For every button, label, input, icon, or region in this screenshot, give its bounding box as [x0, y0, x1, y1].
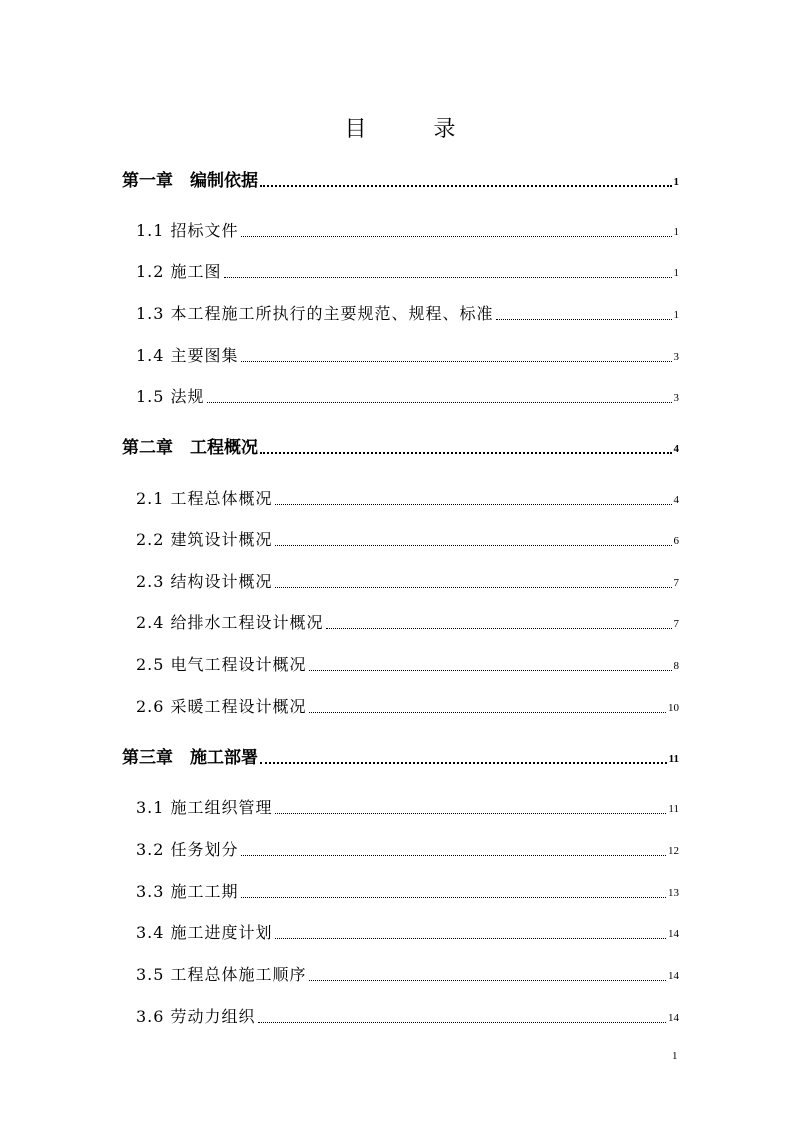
toc-dot-leader: [275, 544, 672, 546]
toc-entry-label: 2.5 电气工程设计概况: [136, 655, 307, 674]
toc-title: [0, 112, 800, 143]
toc-entry-label: 2.2 建筑设计概况: [136, 530, 273, 549]
toc-entry-page: 7: [673, 618, 679, 630]
toc-section-entry[interactable]: [0, 256, 800, 282]
toc-entry-label: 3.4 施工进度计划: [136, 923, 273, 942]
toc-section-entry[interactable]: [0, 483, 800, 509]
toc-entry-page: 1: [673, 309, 679, 321]
toc-section-entry[interactable]: [0, 607, 800, 633]
toc-entry-page: 4: [673, 494, 679, 506]
toc-entry-page: 11: [668, 803, 679, 815]
toc-entry-label: 2.4 给排水工程设计概况: [136, 613, 324, 632]
toc-entry-page: 3: [673, 392, 679, 404]
toc-entry-label: 2.3 结构设计概况: [136, 572, 273, 591]
toc-entry-page: 1: [673, 176, 679, 188]
toc-section-entry[interactable]: [0, 381, 800, 407]
toc-entry-page: 11: [668, 753, 679, 765]
toc-dot-leader: [309, 669, 672, 671]
toc-entry-page: 13: [668, 887, 679, 899]
toc-section-entry[interactable]: [0, 691, 800, 717]
toc-entry-page: 7: [673, 577, 679, 589]
toc-entry-label: 3.3 施工工期: [136, 882, 239, 901]
toc-section-entry[interactable]: [0, 1001, 800, 1027]
toc-entry-label: 3.6 劳动力组织: [136, 1007, 256, 1026]
toc-chapter-entry[interactable]: [0, 742, 800, 768]
toc-section-entry[interactable]: [0, 215, 800, 241]
toc-dot-leader: [258, 1021, 666, 1023]
toc-dot-leader: [260, 451, 672, 454]
toc-entry-label: 3.5 工程总体施工顺序: [136, 965, 307, 984]
toc-dot-leader: [275, 937, 666, 939]
toc-title-char-1: 目: [344, 117, 367, 142]
toc-entry-label: 1.5 法规: [136, 387, 205, 406]
toc-section-entry[interactable]: [0, 792, 800, 818]
toc-section-entry[interactable]: [0, 566, 800, 592]
toc-entry-label: 第二章 工程概况: [122, 438, 258, 458]
toc-dot-leader: [224, 276, 672, 278]
toc-entry-label: 1.4 主要图集: [136, 346, 239, 365]
toc-title-char-2: 录: [433, 117, 456, 142]
toc-entry-label: 2.1 工程总体概况: [136, 489, 273, 508]
toc-section-entry[interactable]: [0, 340, 800, 366]
toc-dot-leader: [309, 979, 666, 981]
toc-entry-page: 14: [668, 928, 679, 940]
toc-entry-page: 8: [673, 660, 679, 672]
toc-section-entry[interactable]: [0, 917, 800, 943]
toc-dot-leader: [260, 761, 667, 764]
toc-dot-leader: [275, 503, 672, 505]
toc-section-entry[interactable]: [0, 876, 800, 902]
toc-entry-label: 1.3 本工程施工所执行的主要规范、规程、标准: [136, 304, 494, 323]
toc-entry-page: 4: [673, 443, 679, 455]
toc-section-entry[interactable]: [0, 834, 800, 860]
toc-entry-page: 14: [668, 1012, 679, 1024]
toc-dot-leader: [275, 586, 672, 588]
toc-entry-label: 1.2 施工图: [136, 262, 222, 281]
toc-dot-leader: [309, 711, 666, 713]
toc-dot-leader: [241, 896, 666, 898]
toc-section-entry[interactable]: [0, 298, 800, 324]
toc-entry-page: 6: [673, 535, 679, 547]
toc-entry-label: 3.1 施工组织管理: [136, 798, 273, 817]
toc-dot-leader: [496, 318, 672, 320]
toc-dot-leader: [207, 401, 672, 403]
toc-section-entry[interactable]: [0, 649, 800, 675]
toc-entry-label: 3.2 任务划分: [136, 840, 239, 859]
toc-entry-page: 10: [668, 702, 679, 714]
toc-dot-leader: [241, 235, 672, 237]
toc-dot-leader: [260, 184, 672, 187]
toc-entry-page: 14: [668, 970, 679, 982]
toc-chapter-entry[interactable]: [0, 432, 800, 458]
toc-entry-page: 1: [673, 267, 679, 279]
toc-dot-leader: [326, 627, 672, 629]
toc-entry-page: 12: [668, 845, 679, 857]
toc-entry-label: 1.1 招标文件: [136, 221, 239, 240]
toc-section-entry[interactable]: [0, 524, 800, 550]
page-number: 1: [672, 1050, 678, 1062]
toc-entry-page: 3: [673, 351, 679, 363]
toc-entry-label: 第三章 施工部署: [122, 748, 258, 768]
toc-entry-label: 第一章 编制依据: [122, 171, 258, 191]
toc-dot-leader: [275, 812, 667, 814]
toc-entry-page: 1: [673, 226, 679, 238]
toc-dot-leader: [241, 854, 666, 856]
toc-entry-label: 2.6 采暖工程设计概况: [136, 697, 307, 716]
toc-chapter-entry[interactable]: [0, 165, 800, 191]
toc-section-entry[interactable]: [0, 959, 800, 985]
toc-dot-leader: [241, 360, 672, 362]
